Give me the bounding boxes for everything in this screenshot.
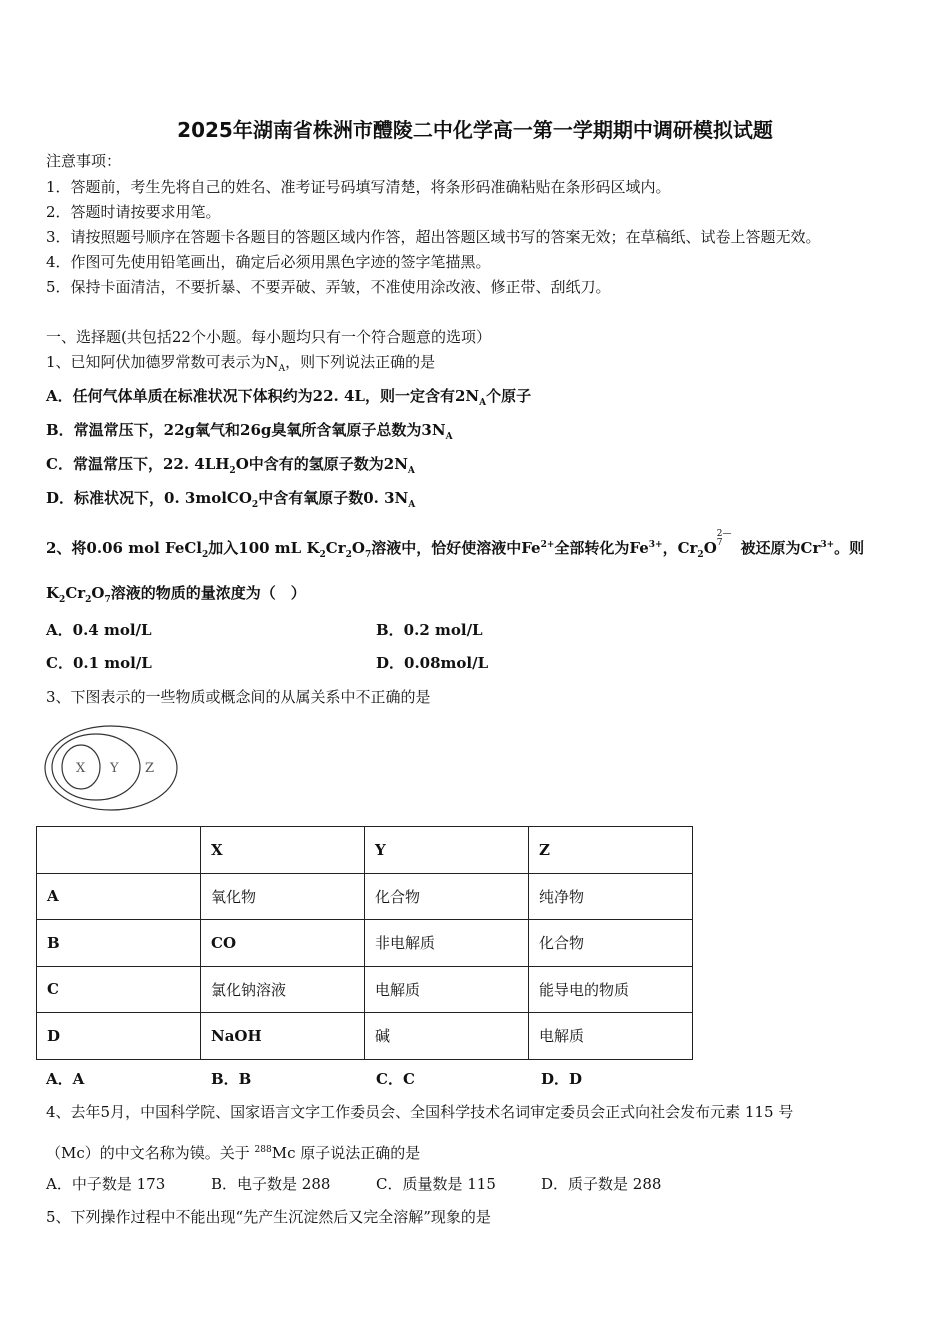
table-row: C 氯化钠溶液 电解质 能导电的物质 (37, 966, 693, 1013)
table-header-row: X Y Z (37, 827, 693, 874)
notice-heading: 注意事项： (46, 152, 122, 170)
notice-item: 2．答题时请按要求用笔。 (46, 203, 221, 221)
notice-item: 1．答题前，考生先将自己的姓名、准考证号码填写清楚，将条形码准确粘贴在条形码区域内。 (46, 178, 671, 196)
q3-stem: 3、下图表示的一些物质或概念间的从属关系中不正确的是 (46, 688, 431, 706)
q1-option-b[interactable]: B．常温常压下，22g氧气和26g臭氧所含氧原子总数为$3N_A$ (46, 421, 453, 442)
venn-diagram (44, 722, 184, 814)
label-y: Y (110, 761, 119, 776)
q4-stem: 4、去年5月，中国科学院、国家语言文字工作委员会、全国科学技术名词审定委员会正式向社会发布元素 115 号 (46, 1103, 794, 1121)
q3-table (36, 826, 693, 1060)
label-x: X (76, 761, 86, 776)
q4-option-b[interactable]: B．电子数是 288 (211, 1175, 331, 1193)
q2-option-d[interactable]: D．0.08mol/L (376, 654, 489, 672)
table-row: D NaOH 碱 电解质 (37, 1013, 693, 1060)
q3-option-c[interactable]: C．C (376, 1070, 415, 1088)
q1-option-a[interactable]: A．任何气体单质在标准状况下体积约为22. 4L，则一定含有$2N_A$个原子 (46, 387, 532, 408)
notice-item: 5．保持卡面清洁，不要折暴、不要弄破、弄皱，不准使用涂改液、修正带、刮纸刀。 (46, 278, 611, 296)
q4-option-c[interactable]: C．质量数是 115 (376, 1175, 496, 1193)
table-row: A 氧化物 化合物 纯净物 (37, 873, 693, 920)
q1-stem: 1、已知阿伏加德罗常数可表示为$N_A$，则下列说法正确的是 (46, 353, 436, 374)
q4-stem-continued: （Mc）的中文名称为镆。关于 $^{288}$Mc 原子说法正确的是 (46, 1144, 421, 1162)
q2-stem-continued: $K_2Cr_2O_7$溶液的物质的量浓度为（ ） (46, 584, 306, 605)
page-title: 2025年湖南省株洲市醴陵二中化学高一第一学期期中调研模拟试题 (177, 118, 773, 142)
notice-item: 4．作图可先使用铅笔画出，确定后必须用黑色字迹的签字笔描黑。 (46, 253, 491, 271)
q3-option-a[interactable]: A．A (46, 1070, 85, 1088)
table-row: B CO 非电解质 化合物 (37, 920, 693, 967)
section-heading: 一、选择题(共包括22个小题。每小题均只有一个符合题意的选项） (46, 328, 491, 346)
q3-option-d[interactable]: D．D (541, 1070, 583, 1088)
q2-option-c[interactable]: C．0.1 mol/L (46, 654, 152, 672)
label-z: Z (145, 761, 155, 776)
q5-stem: 5、下列操作过程中不能出现“先产生沉淀然后又完全溶解”现象的是 (46, 1208, 491, 1226)
notice-item: 3．请按照题号顺序在答题卡各题目的答题区域内作答，超出答题区域书写的答案无效；在草稿纸、试卷上答题无效。 (46, 228, 821, 246)
q4-option-a[interactable]: A．中子数是 173 (46, 1175, 166, 1193)
q1-option-c[interactable]: C．常温常压下，22. $4LH_2O$中含有的氢原子数为$2N_A$ (46, 455, 415, 476)
q4-option-d[interactable]: D．质子数是 288 (541, 1175, 662, 1193)
q1-option-d[interactable]: D．标准状况下，0. 3molCO$_2$中含有氧原子数0. $3N_A$ (46, 489, 416, 510)
q3-option-b[interactable]: B．B (211, 1070, 252, 1088)
q2-option-b[interactable]: B．0.2 mol/L (376, 621, 483, 639)
ellipse-y (52, 734, 140, 800)
q2-option-a[interactable]: A．0.4 mol/L (46, 621, 152, 639)
q2-stem: 2、将0.06 mol FeCl$_2$加入100 mL $K_2Cr_2O_7$溶液中，恰好使溶液中$Fe^{2+}$全部转化为$Fe^{3+}$，$Cr_2O^{7 2—}$ 被还原为$Cr^{3+}$。则 (46, 529, 865, 560)
